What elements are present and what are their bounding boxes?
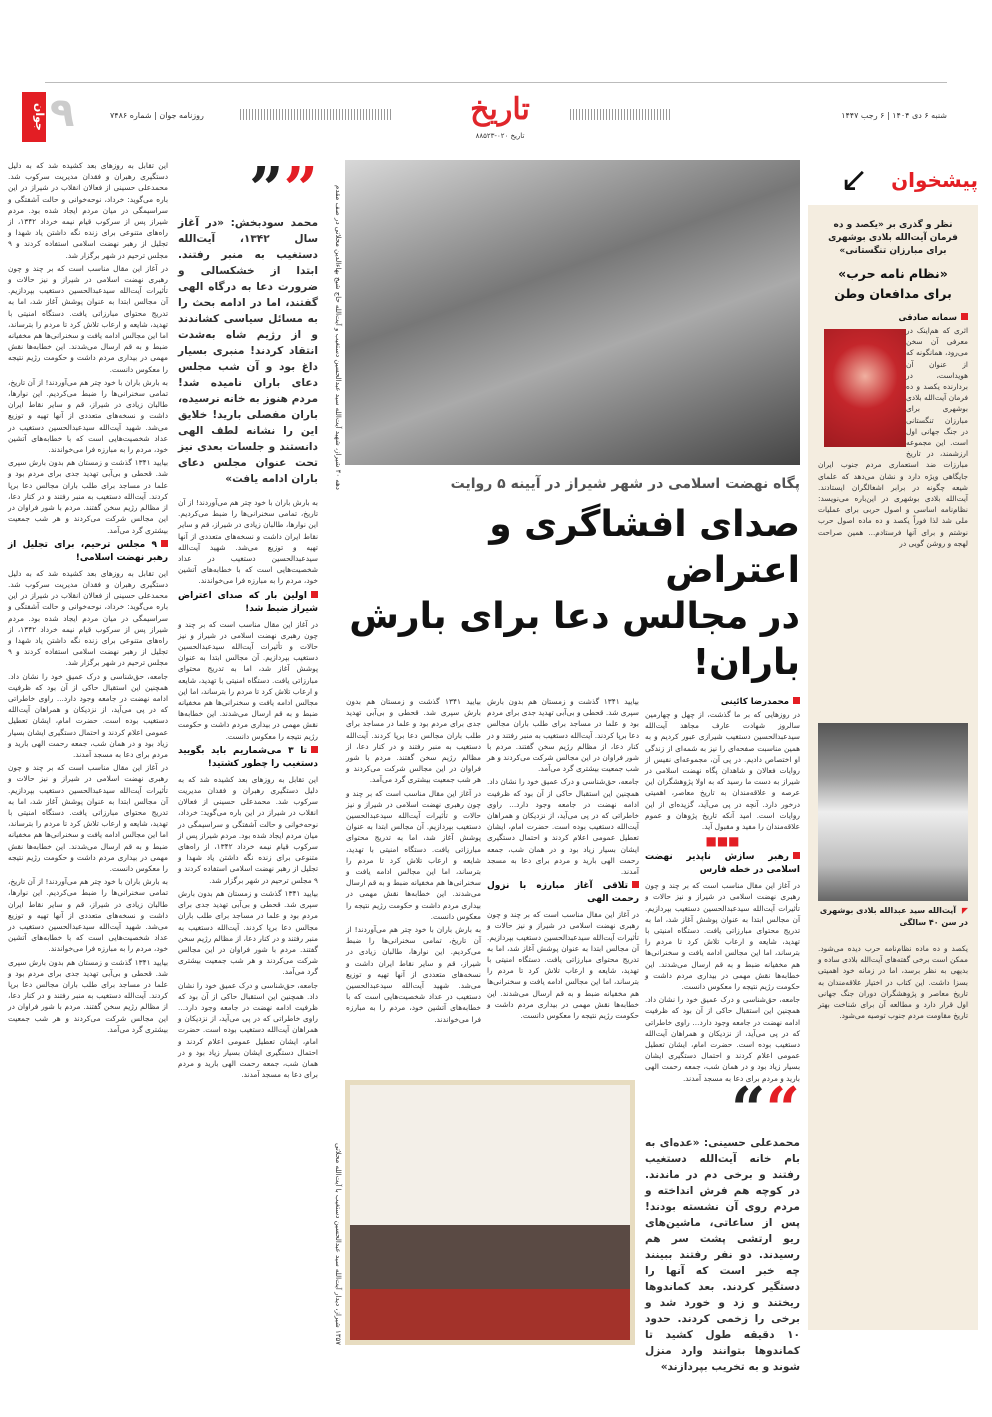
portrait-caption	[818, 905, 968, 929]
quote-icon: ““	[730, 1075, 800, 1145]
header-rule	[45, 82, 947, 83]
newspaper-logo: جوان	[22, 92, 46, 142]
body-text: بیایید ۱۳۴۱ گذشت و زمستان هم بدون بارش سپری شد. قحطی و بی‌آبی تهدید جدی برای مردم بود و علما در مساجد برای طلب باران مجالس دعا برپا کردند. آیت‌الله دستغیب به منبر رفتند و در کنار دعا، از مظالم رژیم سخن گفتند. مردم با شور فراوان در این مجالس شرکت می‌کردند و هر شب جمعیت بیشتری گرد می‌آمد.	[487, 697, 639, 774]
section-phone: تاریخ ۰۲۰-۸۸۵۲۳	[475, 132, 525, 140]
article-column-3	[346, 696, 481, 1075]
body-text: بیایید ۱۳۴۱ گذشت و زمستان هم بدون بارش سپری شد. قحطی و بی‌آبی تهدید جدی برای مردم بود و علما در مساجد برای طلب باران مجالس دعا برپا کردند. آیت‌الله دستغیب به منبر رفتند و در کنار دعا، از مظالم رژیم سخن گفتند. مردم با شور فراوان در این مجالس شرکت می‌کردند و هر شب جمعیت بیشتری گرد می‌آمد.	[346, 697, 481, 785]
paper-issue: روزنامه جوان | شماره ۷۴۸۶	[110, 111, 204, 120]
quote-icon: ””	[248, 155, 318, 225]
sidebar-title	[818, 264, 968, 304]
book-cover	[824, 329, 906, 447]
body-text: در آغاز این مقال مناسب است که بر چند و چون رهبری نهضت اسلامی در شیراز و نیز حالات و تأثیرات آیت‌الله سیدعبدالحسین دستغیب بپردازیم. آن مجالس ابتدا به عنوان پوشش آغاز شد، اما به تدریج محتوای مبارزاتی یافت. دستگاه امنیتی با تهدید، شایعه و ارعاب تلاش کرد تا مردم را بترساند، اما این مجالس ادامه یافت و سخنرانی‌ها هم مخفیانه ضبط و به قم ارسال می‌شدند. این خطابه‌ها نقش مهمی در بیداری مردم داشت و حکومت رژیم نتیجه را معکوس دانست.	[178, 619, 318, 741]
sidebar-label: پیشخوان	[891, 168, 978, 192]
section-title: تاریخ	[470, 92, 530, 127]
body-text: در آغاز این مقال مناسب است که بر چند و چون رهبری نهضت اسلامی در شیراز و نیز حالات و تأثیرات آیت‌الله سیدعبدالحسین دستغیب بپردازیم. آن مجالس ابتدا به عنوان پوشش آغاز شد، اما به تدریج محتوای مبارزاتی یافت. دستگاه امنیتی با تهدید، شایعه و ارعاب تلاش کرد تا مردم را بترساند، اما این مجالس ادامه یافت و سخنرانی‌ها هم مخفیانه ضبط و به قم ارسال می‌شدند. این خطابه‌ها نقش مهمی در بیداری مردم داشت و حکومت رژیم نتیجه را معکوس دانست.	[346, 788, 481, 921]
subhead: ۹ مجلس ترحیم، برای تجلیل از رهبر نهضت اسلامی!	[8, 539, 168, 563]
portrait-photo	[818, 723, 968, 901]
body-text: به بارش باران با خود چتر هم می‌آوردند! از آن تاریخ، تمامی سخنرانی‌ها را ضبط می‌کردیم. این نوارها، طالبان زیادی در شیراز، قم و سایر نقاط ایران داشت و نسخه‌های متعددی از آنها تهیه و توزیع می‌شد. شهید آیت‌الله سیدعبدالحسین دستغیب در عداد شخصیت‌هایی است که با خطابه‌های آتشین خود، مردم را به مبارزه فرا می‌خواندند.	[346, 925, 481, 1024]
body-text: بیایید ۱۳۴۱ گذشت و زمستان هم بدون بارش سپری شد. قحطی و بی‌آبی تهدید جدی برای مردم بود و علما در مساجد برای طلب باران مجالس دعا برپا کردند. آیت‌الله دستغیب به منبر رفتند و در کنار دعا، از مظالم رژیم سخن گفتند. مردم با شور فراوان در این مجالس شرکت می‌کردند و هر شب جمعیت بیشتری گرد می‌آمد.	[8, 957, 169, 1034]
header-decoration	[570, 109, 672, 120]
body-text: به بارش باران با خود چتر هم می‌آوردند! از آن تاریخ، تمامی سخنرانی‌ها را ضبط می‌کردیم. این نوارها، طالبان زیادی در شیراز، قم و سایر نقاط ایران داشت و نسخه‌های متعددی از آنها تهیه و توزیع می‌شد. شهید آیت‌الله سیدعبدالحسین دستغیب در عداد شخصیت‌هایی است که با خطابه‌های آتشین خود، مردم را به مبارزه فرا می‌خواندند.	[8, 877, 168, 954]
body-text: در آغاز این مقال مناسب است که بر چند و چون رهبری نهضت اسلامی در شیراز و نیز حالات و تأثیرات آیت‌الله سیدعبدالحسین دستغیب بپردازیم. آن مجالس ابتدا به عنوان پوشش آغاز شد، اما به تدریج محتوای مبارزاتی یافت. دستگاه امنیتی با تهدید، شایعه و ارعاب تلاش کرد تا مردم را بترساند، اما این مجالس ادامه یافت و سخنرانی‌ها هم مخفیانه ضبط و به قم ارسال می‌شدند. این خطابه‌ها نقش مهمی در بیداری مردم داشت و حکومت رژیم نتیجه را معکوس دانست.	[487, 910, 639, 1021]
article-author: محمدرضا کائینی	[645, 696, 800, 709]
headline-line-1: صدای افشاگری و اعتراض	[489, 504, 800, 591]
sidebar-kicker: نظر و گذری بر «یکصد و ده فرمان آیت‌الله بلادی بوشهری برای مبارزان تنگستانی»	[828, 220, 958, 256]
headline-line-2: در مجالس دعا برای بارش باران!	[349, 596, 800, 683]
body-text: این تقابل به روزهای بعد کشیده شد که به دلیل دستگیری رهبران و فقدان مدیریت سرکوب شد. محمدعلی حسینی از فعالان انقلاب در شیراز در این باره می‌گوید: خرداد، نوحه‌خوانی و حالت آشفتگی و سراسیمگی در میان مردم ایجاد شده بود. مردم شیراز پس از سرکوب قیام نیمه خرداد ۱۳۴۲، از راه‌های متنوعی برای زنده نگه داشتن یاد شهدا و تجلیل از رهبر نهضت اسلامی استفاده کردند و ۹ مجلس ترحیم در شهر برگزار شد.	[178, 774, 318, 885]
bottom-photo-caption: ۱۳۵۷ شیراز، دیدار آیت‌الله سید عبدالحسین دستغیب با آیت‌الله محلاتی	[334, 1142, 342, 1345]
sidebar-content	[808, 205, 978, 1301]
top-photo-caption: دهه ۴۰ شیراز، شهید آیت‌الله سید عبدالحسین دستغیب و آیت‌الله حاج شیخ بهاءالدین محلاتی در صف مقدم	[334, 185, 342, 490]
body-text: جامعه، حق‌شناسی و درک عمیق خود را نشان داد. همچنین این استقبال حاکی از آن بود که ظرفیت ادامه نهضت در جامعه وجود دارد... راوی خاطراتی که در پی می‌آید، از نزدیکان و همراهان آیت‌الله دستغیب بوده است. حضرت امام، ایشان تعطیل عمومی اعلام کردند و احتمال دستگیری ایشان بسیار زیاد بود و در همان شب، جمعه رحمت الهی بارید و مردم برای دعا به مسجد آمدند.	[8, 671, 168, 759]
article-column-5	[8, 160, 168, 1340]
header-decoration	[240, 109, 392, 120]
sidebar-title-line-1: «نظام نامه حرب»	[838, 266, 948, 281]
sidebar-body-2: یکصد و ده ماده نظام‌نامه حرب دیده می‌شود. ممکن است برخی گفته‌های آیت‌الله بلادی ساده و بدیهی به نظر برسد، اما در زمانه خود اهمیتی بسزا داشت. این کتاب در اختیار علاقه‌مندان به تاریخ معاصر و پژوهشگران دوران جنگ جهانی اول قرار دارد و مطالعه آن برای شناخت بهتر تاریخ مقاومت مردم جنوب توصیه می‌شود.	[818, 944, 968, 1021]
body-text: در آغاز این مقال مناسب است که بر چند و چون رهبری نهضت اسلامی در شیراز و نیز حالات و تأثیرات آیت‌الله سیدعبدالحسین دستغیب بپردازیم. آن مجالس ابتدا به عنوان پوشش آغاز شد، اما به تدریج محتوای مبارزاتی یافت. دستگاه امنیتی با تهدید، شایعه و ارعاب تلاش کرد تا مردم را بترساند، اما این مجالس ادامه یافت و سخنرانی‌ها هم مخفیانه ضبط و به قم ارسال می‌شدند. این خطابه‌ها نقش مهمی در بیداری مردم داشت و حکومت رژیم نتیجه را معکوس دانست.	[8, 263, 168, 374]
body-text: جامعه، حق‌شناسی و درک عمیق خود را نشان داد. همچنین این استقبال حاکی از آن بود که ظرفیت ادامه نهضت در جامعه وجود دارد... راوی خاطراتی که در پی می‌آید، از نزدیکان و همراهان آیت‌الله دستغیب بوده است. حضرت امام، ایشان تعطیل عمومی اعلام کردند و احتمال دستگیری ایشان بسیار زیاد بود و در همان شب، جمعه رحمت الهی بارید و مردم برای دعا به مسجد آمدند.	[178, 980, 318, 1080]
body-text: این تقابل به روزهای بعد کشیده شد که به دلیل دستگیری رهبران و فقدان مدیریت سرکوب شد. محمدعلی حسینی از فعالان انقلاب در شیراز در این باره می‌گوید: خرداد، نوحه‌خوانی و حالت آشفتگی و سراسیمگی در میان مردم ایجاد شده بود. مردم شیراز پس از سرکوب قیام نیمه خرداد ۱۳۴۲، از راه‌های متنوعی برای زنده نگه داشتن یاد شهدا و تجلیل از رهبر نهضت اسلامی استفاده کردند و ۹ مجلس ترحیم در شهر برگزار شد.	[8, 161, 168, 260]
sidebar-box	[808, 205, 978, 1330]
body-text: این تقابل به روزهای بعد کشیده شد که به دلیل دستگیری رهبران و فقدان مدیریت سرکوب شد. محمدعلی حسینی از فعالان انقلاب در شیراز در این باره می‌گوید: خرداد، نوحه‌خوانی و حالت آشفتگی و سراسیمگی در میان مردم ایجاد شده بود. مردم شیراز پس از سرکوب قیام نیمه خرداد ۱۳۴۲، از راه‌های متنوعی برای زنده نگه داشتن یاد شهدا و تجلیل از رهبر نهضت اسلامی استفاده کردند و ۹ مجلس ترحیم در شهر برگزار شد.	[8, 568, 168, 668]
caption-line: در سن ۴۰ سالگی	[899, 918, 968, 927]
sidebar-author: سمانه صادقی	[818, 312, 968, 325]
body-text: بیایید ۱۳۴۱ گذشت و زمستان هم بدون بارش سپری شد. قحطی و بی‌آبی تهدید جدی برای مردم بود و علما در مساجد برای طلب باران مجالس دعا برپا کردند. آیت‌الله دستغیب به منبر رفتند و در کنار دعا، از مظالم رژیم سخن گفتند. مردم با شور فراوان در این مجالس شرکت می‌کردند و هر شب جمعیت بیشتری گرد می‌آمد.	[178, 888, 318, 977]
body-text: به بارش باران با خود چتر هم می‌آوردند! از آن تاریخ، تمامی سخنرانی‌ها را ضبط می‌کردیم. این نوارها، طالبان زیادی در شیراز، قم و سایر نقاط ایران داشت و نسخه‌های متعددی از آنها تهیه و توزیع می‌شد. شهید آیت‌الله سیدعبدالحسین دستغیب در عداد شخصیت‌هایی است که با خطابه‌های آتشین خود، مردم را به مبارزه فرا می‌خواندند.	[178, 498, 318, 586]
arrow-down-left-icon: ↙	[840, 160, 869, 200]
top-photo	[345, 160, 800, 465]
quote-text: محمدعلی حسینی: «عده‌ای به بام خانه آیت‌الله دستغیب رفتند و برخی دم در ماندند. در کوچه هم فرش انداخته و مردم روی آن نشسته بودند! پس از ساعاتی، ماشین‌های ریو ارتشی پشت سر هم رسیدند. دو نفر رفتند ببینند چه خبر است که آنها را دستگیر کردند. بعد کماندوها ریختند و زد و خورد شد و برخی را زخمی کردند. حدود ۱۰ دقیقه طول کشید تا کماندوها بتوانند وارد منزل شوند و به تخریب بپردازند»	[645, 1137, 800, 1373]
body-text: در آغاز این مقال مناسب است که بر چند و چون رهبری نهضت اسلامی در شیراز و نیز حالات و تأثیرات آیت‌الله سیدعبدالحسین دستغیب بپردازیم. آن مجالس ابتدا به عنوان پوشش آغاز شد، اما به تدریج محتوای مبارزاتی یافت. دستگاه امنیتی با تهدید، شایعه و ارعاب تلاش کرد تا مردم را بترساند، اما این مجالس ادامه یافت و سخنرانی‌ها هم مخفیانه ضبط و به قم ارسال می‌شدند. این خطابه‌ها نقش مهمی در بیداری مردم داشت و حکومت رژیم نتیجه را معکوس دانست.	[645, 881, 800, 992]
subhead: تلاقی آغاز مبارزه با نزول رحمت الهی	[487, 881, 639, 905]
intro-text: در روزهایی که بر ما گذشت، از چهل و چهارمین سالروز شهادت عارف مجاهد آیت‌الله سیدعبدالحسین دستغیب شیرازی عبور کردیم و به همین مناسبت صفحه‌ای را نیز به شمه‌ای از زندگی او اختصاص دادیم. در پی آن، مجموعه‌ای نفیس از روایات فعالان و شاهدان پگاه نهضت اسلامی در شیراز به دست ما رسید که به اولا پژوهشگران این عرصه و علاقه‌مندان به تاریخ معاصر، اهمیتی درخور دارد. آنچه در پی می‌آید، گزیده‌ای از این روایات است. امید آنکه تاریخ پژوهان و عموم علاقه‌مندان را مفید و مقبول آید.	[645, 710, 800, 832]
body-text: به بارش باران با خود چتر هم می‌آوردند! از آن تاریخ، تمامی سخنرانی‌ها را ضبط می‌کردیم. این نوارها، طالبان زیادی در شیراز، قم و سایر نقاط ایران داشت و نسخه‌های متعددی از آنها تهیه و توزیع می‌شد. شهید آیت‌الله سیدعبدالحسین دستغیب در عداد شخصیت‌هایی است که با خطابه‌های آتشین خود، مردم را به مبارزه فرا می‌خواندند.	[8, 377, 168, 455]
article-column-4	[178, 497, 318, 1340]
article-column-2	[487, 696, 639, 1075]
issue-date: شنبه ۶ دی ۱۴۰۴ | ۶ رجب ۱۴۴۷	[841, 111, 947, 120]
article-kicker: پگاه نهضت اسلامی در شهر شیراز در آیینه ۵ روایت	[450, 476, 800, 492]
quote-text: محمد سودبخش: «در آغاز سال ۱۳۴۲، آیت‌الله دستغیب به منبر رفتند. ابتدا از خشکسالی و ضرورت دعا به درگاه الهی گفتند، اما در ادامه بحث را به مسائل سیاسی کشاندند و از رژیم شاه به‌شدت انتقاد کردند! منبری بسیار داغ بود و آن شب مجلس دعای باران نامیده شد! مردم هنوز به خانه نرسیده، باران مفصلی بارید! خلایق این را نشانه لطف الهی دانستند و جلسات بعدی نیز تحت عنوان مجلس دعای باران ادامه یافت»	[178, 217, 318, 485]
sidebar-title-line-2: برای مدافعان وطن	[834, 286, 952, 301]
pull-quote-2	[645, 1075, 800, 1375]
body-text: بیایید ۱۳۴۱ گذشت و زمستان هم بدون بارش سپری شد. قحطی و بی‌آبی تهدید جدی برای مردم بود و علما در مساجد برای طلب باران مجالس دعا برپا کردند. آیت‌الله دستغیب به منبر رفتند و در کنار دعا، از مظالم رژیم سخن گفتند. مردم با شور فراوان در این مجالس شرکت می‌کردند و هر شب جمعیت بیشتری گرد می‌آمد.	[8, 458, 169, 535]
subhead: تا ۳ می‌شماریم باید بگویید دستغیب را چطور کشتید!	[178, 745, 318, 769]
article-main	[345, 474, 800, 1083]
bottom-photo	[350, 1085, 630, 1340]
subhead: رهبر سازش ناپذیر نهضت اسلامی در خطه فارس	[645, 852, 800, 876]
column-4-block	[178, 155, 318, 1340]
caption-line: آیت‌الله سید عبدالله بلادی بوشهری	[819, 906, 957, 915]
divider-icon: ■■■	[705, 834, 740, 849]
article-columns	[345, 696, 800, 1083]
bottom-photo-frame	[345, 1080, 635, 1345]
headline	[345, 502, 800, 686]
article-column-1	[645, 696, 800, 1083]
body-text: جامعه، حق‌شناسی و درک عمیق خود را نشان داد. همچنین این استقبال حاکی از آن بود که ظرفیت ادامه نهضت در جامعه وجود دارد... راوی خاطراتی که در پی می‌آید، از نزدیکان و همراهان آیت‌الله دستغیب بوده است. حضرت امام، ایشان تعطیل عمومی اعلام کردند و احتمال دستگیری ایشان بسیار زیاد بود و در همان شب، جمعه رحمت الهی بارید و مردم برای دعا به مسجد آمدند.	[487, 777, 639, 877]
subhead: اولین بار که صدای اعتراض شیراز ضبط شد!	[178, 590, 318, 614]
body-text: جامعه، حق‌شناسی و درک عمیق خود را نشان داد. همچنین این استقبال حاکی از آن بود که ظرفیت ادامه نهضت در جامعه وجود دارد... راوی خاطراتی که در پی می‌آید، از نزدیکان و همراهان آیت‌الله دستغیب بوده است. حضرت امام، ایشان تعطیل عمومی اعلام کردند و احتمال دستگیری ایشان بسیار زیاد بود و در همان شب، جمعه رحمت الهی بارید و مردم برای دعا به مسجد آمدند.	[645, 995, 800, 1083]
pull-quote-1	[178, 155, 318, 487]
page-number: ۹	[50, 90, 75, 136]
sidebar-body: اثری که هم‌اینک در معرفی آن سخن می‌رود، همانگونه که از عنوان آن هویداست، در بردارنده یکصد و ده فرمان آیت‌الله بلادی بوشهری برای مبارزان تنگستانی در جنگ جهانی اول است. این مجموعه ارزشمند، در تاریخ مبارزات ضد استعماری مردم جنوب ایران جایگاهی ویژه دارد و نشان می‌دهد که علمای شیعه چگونه در برابر اشغالگران ایستادند. آیت‌الله بلادی بوشهری در این‌باره می‌نویسد: نظام‌نامه اساسی و اصول حربی برای عملیات ملی شد لذا فوراً یکصد و ده ماده اصول حرب نوشتم و برای آنها فرستادم... همین صراحت لهجه و روشن گویی در	[818, 326, 968, 548]
body-text: در آغاز این مقال مناسب است که بر چند و چون رهبری نهضت اسلامی در شیراز و نیز حالات و تأثیرات آیت‌الله سیدعبدالحسین دستغیب بپردازیم. آن مجالس ابتدا به عنوان پوشش آغاز شد، اما به تدریج محتوای مبارزاتی یافت. دستگاه امنیتی با تهدید، شایعه و ارعاب تلاش کرد تا مردم را بترساند، اما این مجالس ادامه یافت و سخنرانی‌ها هم مخفیانه ضبط و به قم ارسال می‌شدند. این خطابه‌ها نقش مهمی در بیداری مردم داشت و حکومت رژیم نتیجه را معکوس دانست.	[8, 763, 168, 873]
